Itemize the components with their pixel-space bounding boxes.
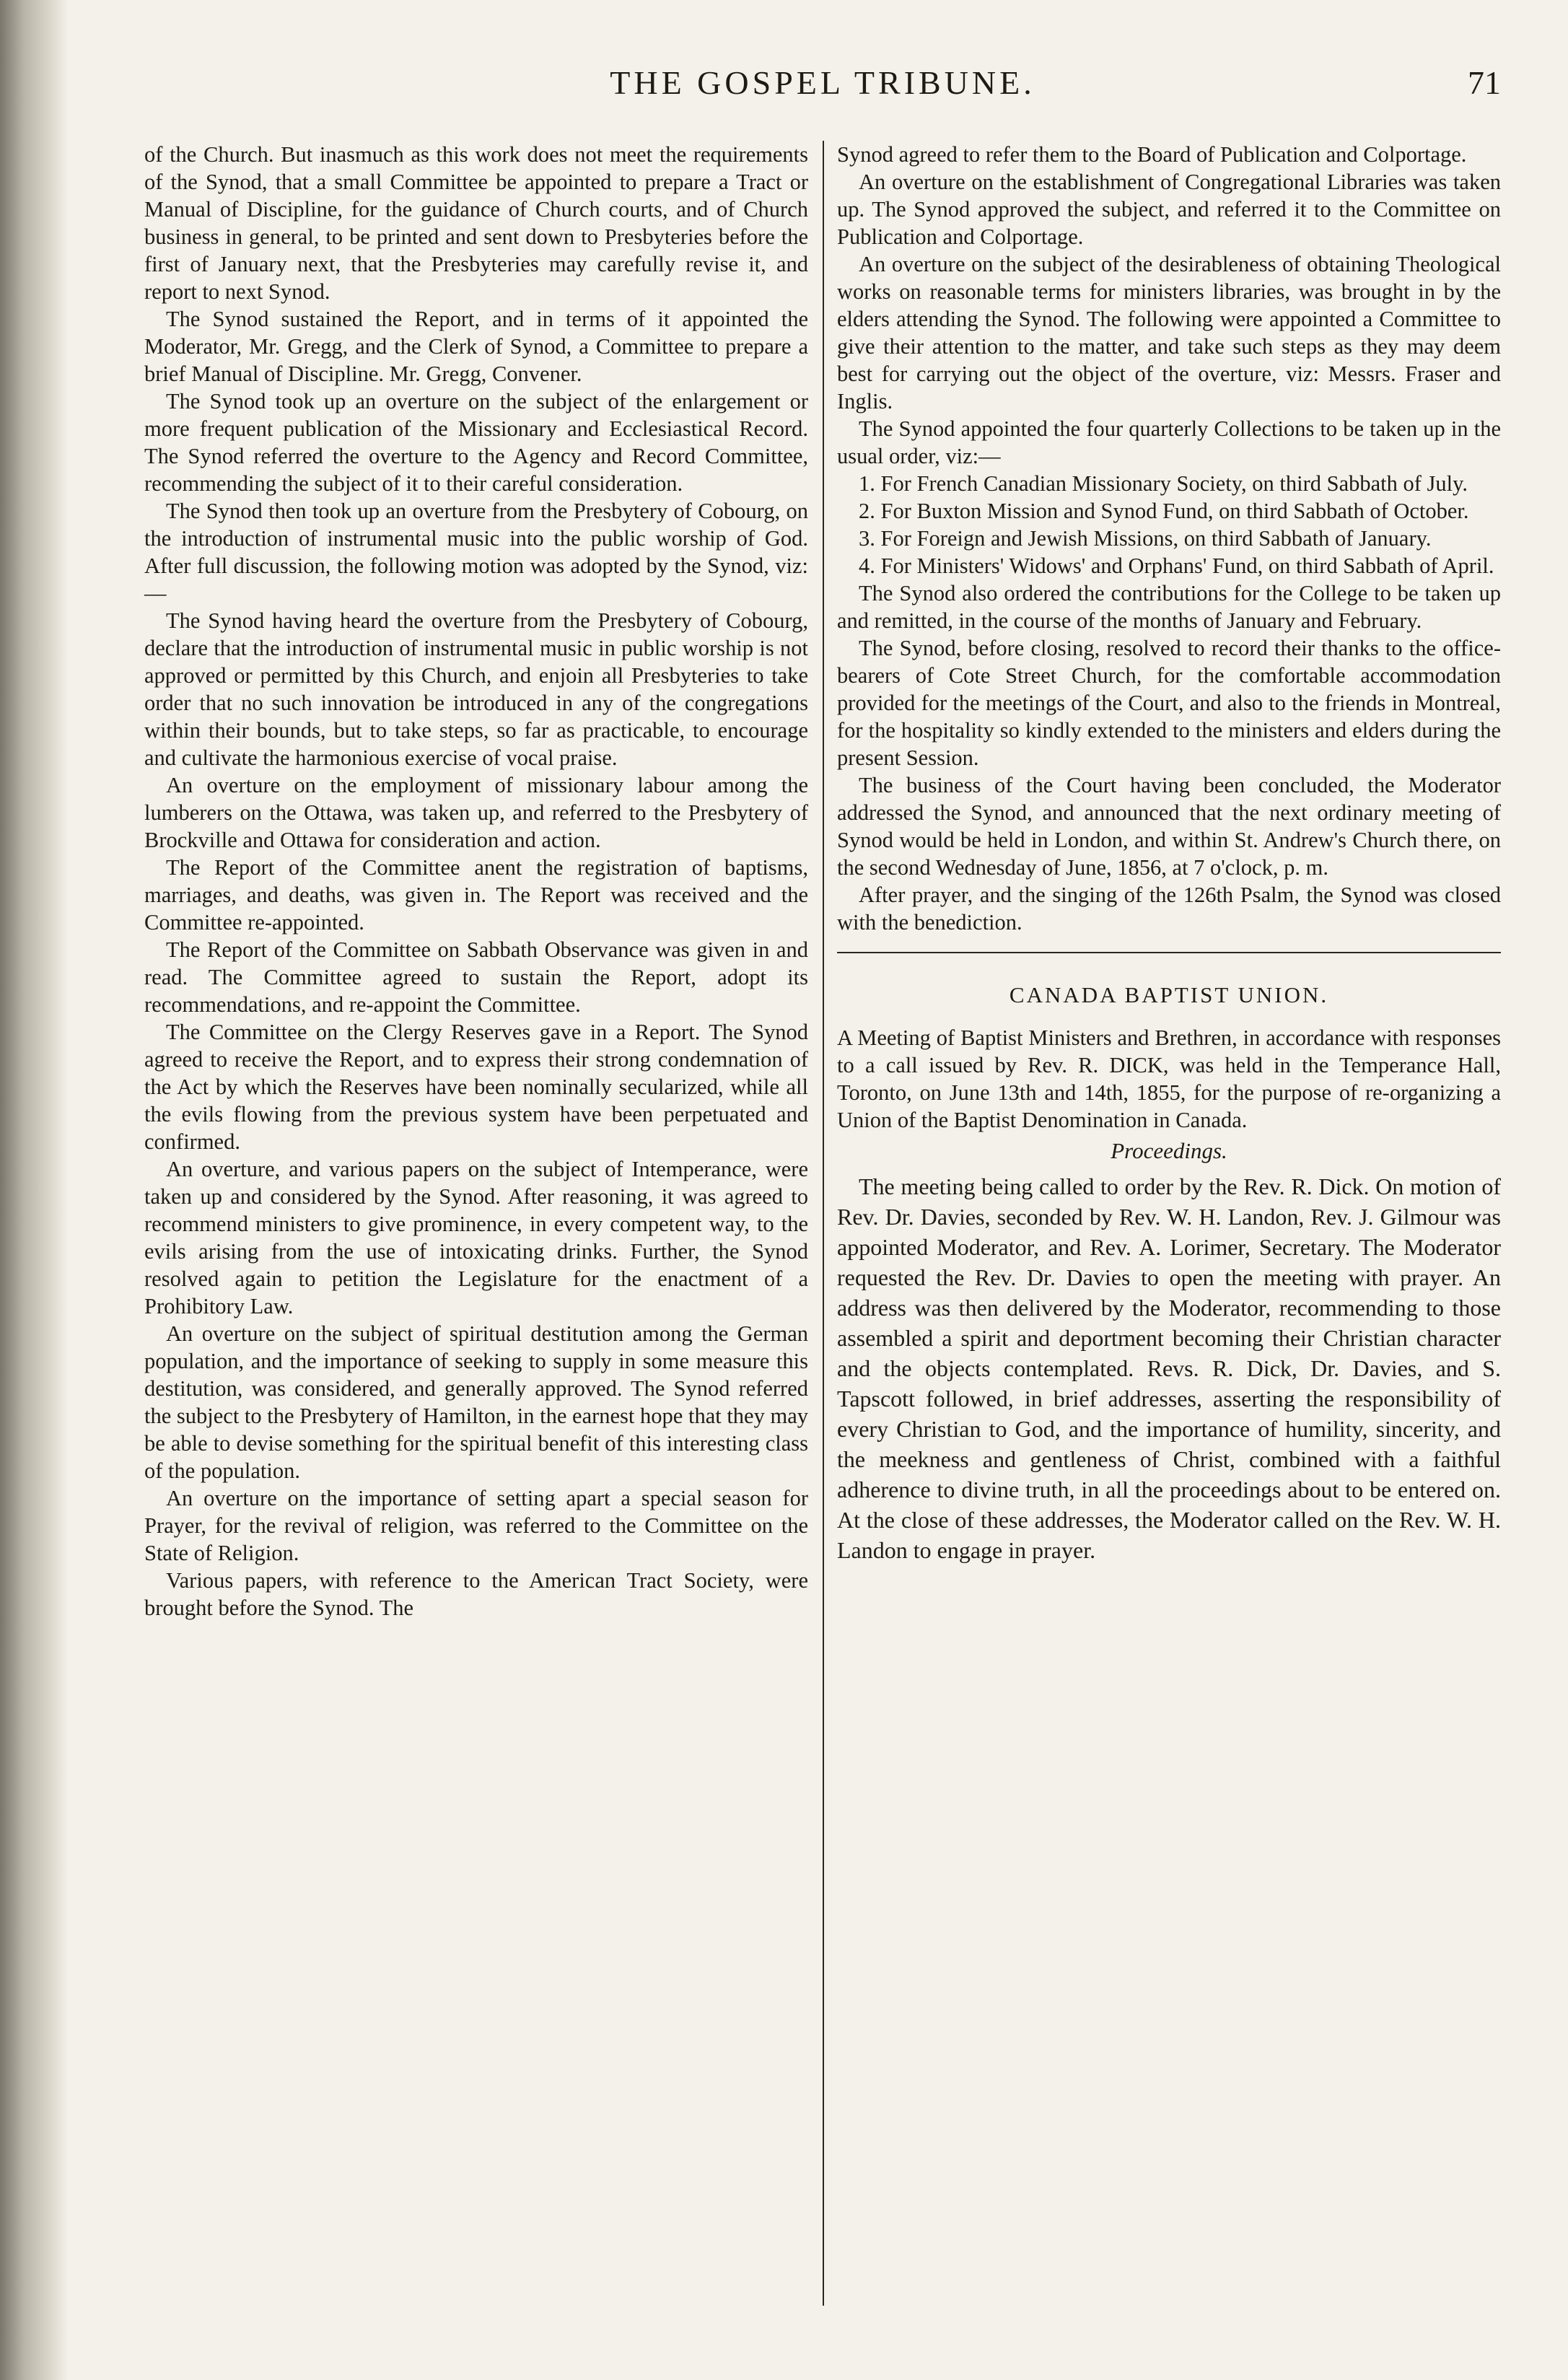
page-binding-shadow (0, 0, 69, 2380)
page-header (144, 64, 1501, 114)
paragraph: The Report of the Committee anent the registration of baptisms, marriages, and deaths, was given in. The Report was received and the Committee re-appointed. (144, 855, 808, 935)
paragraph: The Report of the Committee on Sabbath Observance was given in and read. The Committee agreed to sustain the Report, adopt its recommendations, and re-appoint the Committee. (144, 937, 808, 1017)
section-body-wrapper (837, 1171, 1501, 1565)
paragraph: The Synod, before closing, resolved to record their thanks to the office-bearers of Cote Street Church, for the comfortable accommodation provided for the meetings of the Court, and also to the friends in Montreal, for the hospitality so kindly extended to the ministers and elders during the present Session. (837, 636, 1501, 770)
section-intro: A Meeting of Baptist Ministers and Brethren, in accordance with responses to a call issued by Rev. R. DICK, was held in the Temperance Hall, Toronto, on June 13th and 14th, 1855, for the purpose of re-organizing a Union of the Baptist Denomination in Canada. (837, 1025, 1501, 1132)
paragraph: An overture on the subject of the desirableness of obtaining Theological works on reasonable terms for ministers libraries, was brought in by the elders attending the Synod. The following were appointed a Committee to give their attention to the matter, and take such steps as they may deem best for carrying out the object of the overture, viz: Messrs. Fraser and Inglis. (837, 252, 1501, 414)
section-divider (837, 952, 1501, 953)
list-item: 1. For French Canadian Missionary Society, on third Sabbath of July. (859, 471, 1468, 496)
paragraph: The Committee on the Clergy Reserves gave in a Report. The Synod agreed to receive the Report, and to express their strong condemnation of the Act by which the Reserves have been nominally secularized, while all the evils flowing from the previous system have been perpetuated and confirmed. (144, 1020, 808, 1154)
paragraph: An overture, and various papers on the subject of Intemperance, were taken up and considered by the Synod. After reasoning, it was agreed to recommend ministers to give prominence, in every competent way, to the evils arising from the use of intoxicating drinks. Further, the Synod resolved again to petition the Legislature for the enactment of a Prohibitory Law. (144, 1157, 808, 1318)
paragraph: An overture on the importance of setting apart a special season for Prayer, for the revival of religion, was referred to the Committee on the State of Religion. (144, 1486, 808, 1565)
list-item: 3. For Foreign and Jewish Missions, on third Sabbath of January. (859, 526, 1432, 551)
paragraph: of the Church. But inasmuch as this work does not meet the requirements of the Synod, that a small Committee be appointed to prepare a Tract or Manual of Discipline, for the guidance of Church courts, and of Church business in general, to be printed and sent down to Presbyteries before the first of January next, that the Presbyteries may carefully revise it, and report to next Synod. (144, 142, 808, 304)
page-number: 71 (1468, 64, 1501, 101)
paragraph: The Synod sustained the Report, and in terms of it appointed the Moderator, Mr. Gregg, and the Clerk of Synod, a Committee to prepare a brief Manual of Discipline. Mr. Gregg, Convener. (144, 307, 808, 386)
left-column (144, 141, 808, 1622)
paragraph: Various papers, with reference to the American Tract Society, were brought before the Synod. The (144, 1568, 808, 1620)
paragraph: The Synod having heard the overture from the Presbytery of Cobourg, declare that the introduction of instrumental music in public worship is not approved or permitted by this Church, and enjoin all Presbyteries to take order that no such innovation be introduced in any of the congregations within their bounds, but to take steps, so far as practicable, to encourage and cultivate the harmonious exercise of vocal praise. (144, 608, 808, 770)
paragraph: The Synod also ordered the contributions for the College to be taken up and remitted, in the course of the months of January and February. (837, 581, 1501, 633)
column-divider (823, 141, 824, 2306)
paragraph: The Synod then took up an overture from the Presbytery of Cobourg, on the introduction of instrumental music into the public worship of God. After full discussion, the following motion was adopted by the Synod, viz:— (144, 499, 808, 605)
paragraph: Synod agreed to refer them to the Board of Publication and Colportage. (837, 142, 1467, 167)
publication-title: THE GOSPEL TRIBUNE. (610, 64, 1035, 101)
paragraph: After prayer, and the singing of the 126th Psalm, the Synod was closed with the benediction. (837, 883, 1501, 935)
right-column (837, 141, 1501, 1565)
paragraph: The Synod appointed the four quarterly Collections to be taken up in the usual order, viz:— (837, 416, 1501, 468)
section-body: The meeting being called to order by the Rev. R. Dick. On motion of Rev. Dr. Davies, seconded by Rev. W. H. Landon, Rev. J. Gilmour was appointed Moderator, and Rev. A. Lorimer, Secretary. The Moderator requested the Rev. Dr. Davies to open the meeting with prayer. An address was then delivered by the Moderator, recommending to those assembled a spirit and deportment becoming their Christian character and the objects contemplated. Revs. R. Dick, Dr. Davies, and S. Tapscott followed, in brief addresses, asserting the responsibility of every Christian to God, and the importance of humility, sincerity, and the meekness and gentleness of Christ, combined with a faithful adherence to divine truth, in all the proceedings about to be entered on. At the close of these addresses, the Moderator called on the Rev. W. H. Landon to engage in prayer. (837, 1173, 1501, 1563)
paragraph: The business of the Court having been concluded, the Moderator addressed the Synod, and announced that the next ordinary meeting of Synod would be held in London, and within St. Andrew's Church there, on the second Wednesday of June, 1856, at 7 o'clock, p. m. (837, 773, 1501, 880)
paragraph: An overture on the subject of spiritual destitution among the German population, and the importance of seeking to supply in some measure this destitution, was considered, and generally approved. The Synod referred the subject to the Presbytery of Hamilton, in the earnest hope that they may be able to devise something for the spiritual benefit of this interesting class of the population. (144, 1321, 808, 1483)
list-item: 4. For Ministers' Widows' and Orphans' Fund, on third Sabbath of April. (859, 554, 1494, 578)
paragraph: An overture on the employment of missionary labour among the lumberers on the Ottawa, was taken up, and referred to the Presbytery of Brockville and Ottawa for consideration and action. (144, 773, 808, 852)
list-item: 2. For Buxton Mission and Synod Fund, on third Sabbath of October. (859, 499, 1469, 523)
paragraph: The Synod took up an overture on the subject of the enlargement or more frequent publication of the Missionary and Ecclesiastical Record. The Synod referred the overture to the Agency and Record Committee, recommending the subject of it to their careful consideration. (144, 389, 808, 496)
paragraph: An overture on the establishment of Congregational Libraries was taken up. The Synod approved the subject, and referred it to the Committee on Publication and Colportage. (837, 170, 1501, 249)
section-subheading: Proceedings. (1111, 1138, 1227, 1163)
section-heading: CANADA BAPTIST UNION. (1009, 982, 1329, 1007)
